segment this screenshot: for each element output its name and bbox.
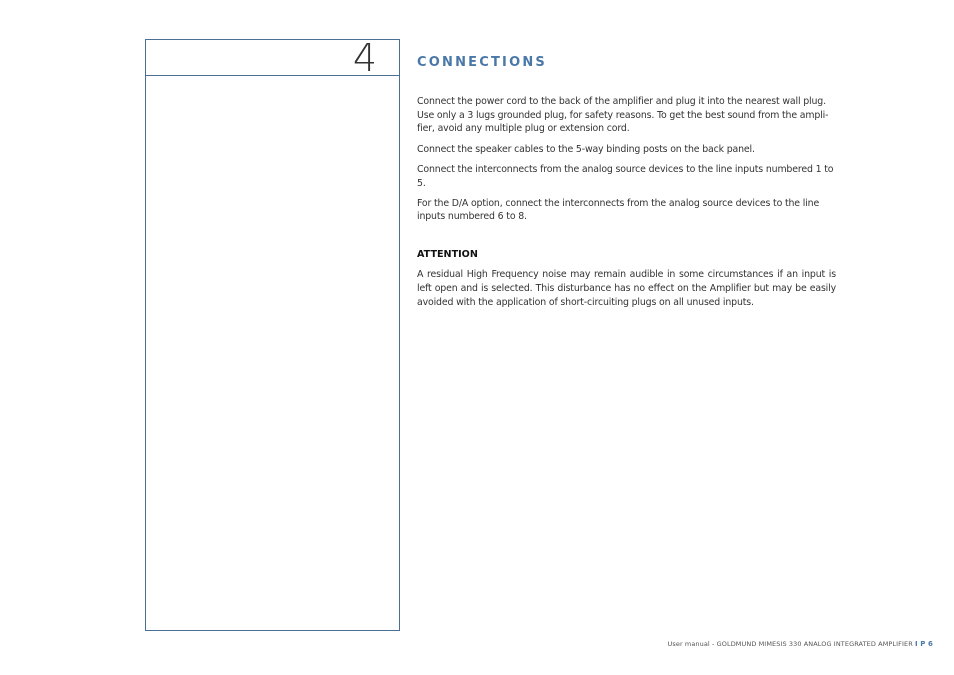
chapter-header-box [146,36,399,80]
paragraph-speaker-cables: Connect the speaker cables to the 5-way binding posts on the back panel. [417,143,755,155]
paragraph-interconnects: Connect the interconnects from the analog source devices to the line inputs numbered 1 to 5. [417,163,834,189]
main-content [417,55,836,316]
paragraph-power-cord: Connect the power cord to the back of the amplifier and plug it into the nearest wall plug. Use only a 3 lugs grounded plug, for safety reasons. To get the best sound from the ampli-fier, avoid any multiple plug or extension cord. [417,96,829,135]
chapter-number: 4 [352,36,377,80]
attention-heading: ATTENTION [417,249,478,261]
attention-text: A residual High Frequency noise may remain audible in some circumstances if an input is left open and is selected. This disturbance has no effect on the Amplifier but may be easily avoided with the application of short-circuiting plugs on all unused inputs. [417,269,836,308]
footer-text: User manual - GOLDMUND MIMESIS 330 ANALOG INTEGRATED AMPLIFIER [667,640,913,648]
page-number: I P 6 [915,640,933,648]
paragraph-da-option: For the D/A option, connect the interconnects from the analog source devices to the line inputs numbered 6 to 8. [417,197,820,223]
page-footer [668,640,933,648]
chapter-sidebar-box [145,36,400,631]
section-title: CONNECTIONS [417,55,547,70]
